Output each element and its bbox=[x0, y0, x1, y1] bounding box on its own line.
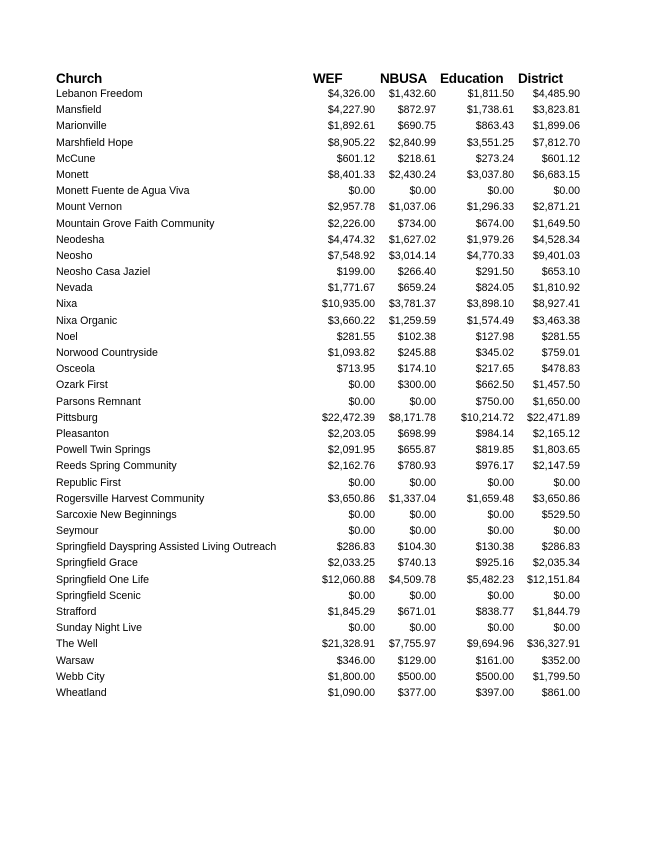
cell-district: $22,471.89 bbox=[526, 411, 580, 424]
table-row bbox=[56, 491, 580, 507]
cell-nbusa: $3,781.37 bbox=[388, 298, 436, 311]
cell-church: Ozark First bbox=[56, 379, 108, 392]
cell-education: $10,214.72 bbox=[460, 411, 514, 424]
header-education: Education bbox=[440, 71, 504, 86]
table-row bbox=[56, 539, 580, 555]
cell-church: Webb City bbox=[56, 670, 105, 683]
table-row bbox=[56, 572, 580, 588]
cell-nbusa: $690.75 bbox=[397, 120, 436, 133]
cell-district: $759.01 bbox=[541, 347, 580, 359]
cell-district: $1,799.50 bbox=[532, 670, 580, 683]
cell-education: $662.50 bbox=[475, 379, 514, 392]
cell-wef: $4,326.00 bbox=[327, 88, 375, 100]
cell-church: Nevada bbox=[56, 282, 93, 295]
cell-nbusa: $780.93 bbox=[397, 460, 436, 473]
cell-wef: $0.00 bbox=[348, 476, 375, 489]
cell-nbusa: $1,432.60 bbox=[388, 88, 436, 100]
table-row bbox=[56, 183, 580, 199]
table-row bbox=[56, 232, 580, 248]
cell-church: Seymour bbox=[56, 525, 99, 538]
cell-wef: $1,090.00 bbox=[327, 686, 375, 699]
cell-education: $674.00 bbox=[475, 217, 514, 230]
table-row bbox=[56, 199, 580, 215]
cell-wef: $281.55 bbox=[336, 330, 375, 343]
cell-wef: $713.95 bbox=[336, 363, 375, 376]
cell-church: Nixa Organic bbox=[56, 314, 118, 327]
cell-church: Springfield Dayspring Assisted Living Outreach bbox=[56, 541, 277, 554]
table-row bbox=[56, 555, 580, 571]
cell-nbusa: $245.88 bbox=[397, 347, 436, 359]
cell-district: $1,650.00 bbox=[532, 395, 580, 408]
cell-nbusa: $659.24 bbox=[397, 282, 436, 295]
cell-wef: $2,091.95 bbox=[327, 444, 375, 457]
cell-district: $1,803.65 bbox=[532, 444, 580, 457]
cell-wef: $0.00 bbox=[348, 589, 375, 602]
cell-district: $3,463.38 bbox=[532, 314, 580, 327]
cell-nbusa: $872.97 bbox=[397, 104, 436, 117]
table-row bbox=[56, 394, 580, 410]
cell-education: $0.00 bbox=[487, 622, 514, 635]
cell-education: $838.77 bbox=[475, 606, 514, 618]
table-row bbox=[56, 135, 580, 151]
cell-church: Pittsburg bbox=[56, 411, 98, 424]
table-row bbox=[56, 426, 580, 442]
cell-nbusa: $0.00 bbox=[409, 185, 436, 198]
cell-wef: $1,093.82 bbox=[327, 347, 375, 359]
cell-district: $281.55 bbox=[541, 330, 580, 343]
cell-nbusa: $174.10 bbox=[397, 363, 436, 376]
cell-wef: $1,771.67 bbox=[327, 282, 375, 295]
cell-wef: $22,472.39 bbox=[321, 411, 375, 424]
cell-district: $2,147.59 bbox=[532, 460, 580, 473]
cell-nbusa: $102.38 bbox=[397, 330, 436, 343]
cell-education: $984.14 bbox=[475, 427, 514, 440]
table-header-row bbox=[56, 60, 580, 86]
table-row bbox=[56, 313, 580, 329]
table-row bbox=[56, 685, 580, 701]
cell-education: $1,979.26 bbox=[466, 233, 514, 246]
cell-district: $6,683.15 bbox=[532, 168, 580, 181]
cell-nbusa: $1,037.06 bbox=[388, 201, 436, 214]
cell-wef: $3,660.22 bbox=[327, 314, 375, 327]
cell-education: $3,898.10 bbox=[466, 298, 514, 311]
cell-church: Marionville bbox=[56, 120, 107, 133]
table-body bbox=[56, 86, 580, 701]
cell-wef: $1,892.61 bbox=[327, 120, 375, 133]
cell-district: $12,151.84 bbox=[526, 573, 580, 586]
cell-nbusa: $104.30 bbox=[397, 541, 436, 554]
cell-nbusa: $266.40 bbox=[397, 266, 436, 279]
cell-district: $601.12 bbox=[541, 152, 580, 165]
cell-district: $478.83 bbox=[541, 363, 580, 376]
cell-wef: $1,800.00 bbox=[327, 670, 375, 683]
cell-wef: $2,162.76 bbox=[327, 460, 375, 473]
cell-nbusa: $218.61 bbox=[397, 152, 436, 165]
cell-education: $1,574.49 bbox=[466, 314, 514, 327]
cell-education: $0.00 bbox=[487, 508, 514, 521]
header-church: Church bbox=[56, 71, 103, 86]
cell-district: $0.00 bbox=[553, 622, 580, 635]
table-row bbox=[56, 620, 580, 636]
cell-wef: $0.00 bbox=[348, 379, 375, 392]
cell-church: Noel bbox=[56, 330, 78, 343]
table-row bbox=[56, 410, 580, 426]
cell-wef: $2,226.00 bbox=[327, 217, 375, 230]
cell-education: $0.00 bbox=[487, 525, 514, 538]
cell-education: $291.50 bbox=[475, 266, 514, 279]
cell-education: $863.43 bbox=[475, 120, 514, 133]
cell-district: $3,823.81 bbox=[532, 104, 580, 117]
table-row bbox=[56, 604, 580, 620]
cell-education: $397.00 bbox=[475, 686, 514, 699]
cell-wef: $1,845.29 bbox=[327, 606, 375, 618]
table-row bbox=[56, 345, 580, 361]
table-row bbox=[56, 442, 580, 458]
cell-church: Sarcoxie New Beginnings bbox=[56, 508, 177, 521]
cell-church: Monett bbox=[56, 168, 89, 181]
cell-education: $0.00 bbox=[487, 476, 514, 489]
table-row bbox=[56, 216, 580, 232]
cell-wef: $2,033.25 bbox=[327, 557, 375, 570]
cell-church: Springfield Scenic bbox=[56, 589, 141, 602]
table-row bbox=[56, 296, 580, 312]
cell-district: $2,035.34 bbox=[532, 557, 580, 570]
table-row bbox=[56, 588, 580, 604]
cell-nbusa: $377.00 bbox=[397, 686, 436, 699]
table-row bbox=[56, 280, 580, 296]
cell-education: $824.05 bbox=[475, 282, 514, 295]
table-row bbox=[56, 151, 580, 167]
cell-nbusa: $3,014.14 bbox=[388, 249, 436, 262]
cell-district: $0.00 bbox=[553, 185, 580, 198]
cell-education: $3,551.25 bbox=[466, 136, 514, 149]
cell-church: Sunday Night Live bbox=[56, 622, 142, 635]
cell-education: $976.17 bbox=[475, 460, 514, 473]
cell-wef: $8,401.33 bbox=[327, 168, 375, 181]
cell-district: $4,485.90 bbox=[532, 88, 580, 100]
cell-nbusa: $0.00 bbox=[409, 525, 436, 538]
cell-wef: $0.00 bbox=[348, 185, 375, 198]
cell-church: Norwood Countryside bbox=[56, 347, 158, 359]
cell-church: Springfield Grace bbox=[56, 557, 138, 570]
cell-church: Warsaw bbox=[56, 654, 94, 667]
table-row bbox=[56, 361, 580, 377]
cell-nbusa: $1,337.04 bbox=[388, 492, 436, 505]
cell-education: $345.02 bbox=[475, 347, 514, 359]
cell-wef: $0.00 bbox=[348, 508, 375, 521]
cell-nbusa: $7,755.97 bbox=[388, 638, 436, 651]
church-contributions-table bbox=[56, 60, 580, 701]
cell-district: $286.83 bbox=[541, 541, 580, 554]
cell-district: $529.50 bbox=[541, 508, 580, 521]
cell-nbusa: $671.01 bbox=[397, 606, 436, 618]
table-row bbox=[56, 475, 580, 491]
cell-district: $0.00 bbox=[553, 476, 580, 489]
cell-education: $3,037.80 bbox=[466, 168, 514, 181]
cell-district: $1,810.92 bbox=[532, 282, 580, 295]
cell-church: Reeds Spring Community bbox=[56, 460, 177, 473]
cell-education: $750.00 bbox=[475, 395, 514, 408]
cell-wef: $4,227.90 bbox=[327, 104, 375, 117]
cell-district: $0.00 bbox=[553, 589, 580, 602]
table-row bbox=[56, 329, 580, 345]
cell-education: $0.00 bbox=[487, 589, 514, 602]
cell-church: Strafford bbox=[56, 606, 97, 618]
table-row bbox=[56, 377, 580, 393]
cell-nbusa: $734.00 bbox=[397, 217, 436, 230]
cell-district: $1,649.50 bbox=[532, 217, 580, 230]
cell-wef: $346.00 bbox=[336, 654, 375, 667]
cell-church: Marshfield Hope bbox=[56, 136, 134, 149]
table-row bbox=[56, 248, 580, 264]
cell-district: $36,327.91 bbox=[526, 638, 580, 651]
cell-education: $130.38 bbox=[475, 541, 514, 554]
table-row bbox=[56, 118, 580, 134]
cell-district: $4,528.34 bbox=[532, 233, 580, 246]
cell-wef: $0.00 bbox=[348, 395, 375, 408]
cell-nbusa: $129.00 bbox=[397, 654, 436, 667]
cell-church: Nixa bbox=[56, 298, 78, 311]
cell-education: $273.24 bbox=[475, 152, 514, 165]
cell-education: $1,738.61 bbox=[466, 104, 514, 117]
cell-wef: $7,548.92 bbox=[327, 249, 375, 262]
cell-education: $4,770.33 bbox=[466, 249, 514, 262]
cell-church: Monett Fuente de Agua Viva bbox=[56, 185, 190, 198]
table-row bbox=[56, 458, 580, 474]
cell-wef: $12,060.88 bbox=[321, 573, 375, 586]
cell-church: McCune bbox=[56, 152, 96, 165]
cell-wef: $2,203.05 bbox=[327, 427, 375, 440]
cell-district: $1,457.50 bbox=[532, 379, 580, 392]
cell-church: Neodesha bbox=[56, 233, 105, 246]
cell-nbusa: $4,509.78 bbox=[388, 573, 436, 586]
cell-church: Wheatland bbox=[56, 686, 107, 699]
cell-wef: $286.83 bbox=[336, 541, 375, 554]
cell-nbusa: $698.99 bbox=[397, 427, 436, 440]
cell-wef: $4,474.32 bbox=[327, 233, 375, 246]
cell-nbusa: $0.00 bbox=[409, 395, 436, 408]
cell-district: $2,165.12 bbox=[532, 427, 580, 440]
cell-nbusa: $0.00 bbox=[409, 508, 436, 521]
cell-district: $1,899.06 bbox=[532, 120, 580, 133]
cell-church: Powell Twin Springs bbox=[56, 444, 151, 457]
table-row bbox=[56, 86, 580, 102]
cell-nbusa: $0.00 bbox=[409, 622, 436, 635]
cell-nbusa: $0.00 bbox=[409, 589, 436, 602]
cell-nbusa: $740.13 bbox=[397, 557, 436, 570]
cell-education: $0.00 bbox=[487, 185, 514, 198]
cell-nbusa: $1,627.02 bbox=[388, 233, 436, 246]
cell-church: Rogersville Harvest Community bbox=[56, 492, 205, 505]
cell-education: $925.16 bbox=[475, 557, 514, 570]
header-wef: WEF bbox=[313, 71, 343, 86]
cell-church: Pleasanton bbox=[56, 427, 110, 440]
cell-education: $217.65 bbox=[475, 363, 514, 376]
cell-district: $1,844.79 bbox=[532, 606, 580, 618]
cell-wef: $10,935.00 bbox=[321, 298, 375, 311]
table-row bbox=[56, 102, 580, 118]
cell-education: $819.85 bbox=[475, 444, 514, 457]
cell-district: $653.10 bbox=[541, 266, 580, 279]
cell-wef: $0.00 bbox=[348, 525, 375, 538]
table-row bbox=[56, 507, 580, 523]
cell-education: $500.00 bbox=[475, 670, 514, 683]
cell-education: $1,296.33 bbox=[466, 201, 514, 214]
cell-wef: $21,328.91 bbox=[321, 638, 375, 651]
cell-church: The Well bbox=[56, 638, 98, 651]
cell-district: $3,650.86 bbox=[532, 492, 580, 505]
cell-church: Mountain Grove Faith Community bbox=[56, 217, 215, 230]
header-nbusa: NBUSA bbox=[380, 71, 428, 86]
cell-church: Mount Vernon bbox=[56, 201, 122, 214]
cell-church: Lebanon Freedom bbox=[56, 88, 143, 100]
cell-church: Parsons Remnant bbox=[56, 395, 141, 408]
cell-church: Springfield One Life bbox=[56, 573, 150, 586]
cell-nbusa: $2,840.99 bbox=[388, 136, 436, 149]
cell-wef: $2,957.78 bbox=[327, 201, 375, 214]
table-row bbox=[56, 167, 580, 183]
cell-district: $352.00 bbox=[541, 654, 580, 667]
cell-church: Neosho bbox=[56, 249, 93, 262]
table-row bbox=[56, 669, 580, 685]
cell-district: $8,927.41 bbox=[532, 298, 580, 311]
cell-nbusa: $300.00 bbox=[397, 379, 436, 392]
cell-district: $9,401.03 bbox=[532, 249, 580, 262]
cell-education: $161.00 bbox=[475, 654, 514, 667]
cell-nbusa: $0.00 bbox=[409, 476, 436, 489]
table-row bbox=[56, 523, 580, 539]
cell-education: $5,482.23 bbox=[466, 573, 514, 586]
cell-district: $2,871.21 bbox=[532, 201, 580, 214]
cell-church: Republic First bbox=[56, 476, 121, 489]
cell-wef: $3,650.86 bbox=[327, 492, 375, 505]
cell-district: $7,812.70 bbox=[532, 136, 580, 149]
cell-wef: $8,905.22 bbox=[327, 136, 375, 149]
cell-nbusa: $2,430.24 bbox=[388, 168, 436, 181]
cell-district: $861.00 bbox=[541, 686, 580, 699]
table-row bbox=[56, 264, 580, 280]
cell-nbusa: $8,171.78 bbox=[388, 411, 436, 424]
cell-education: $1,811.50 bbox=[467, 88, 514, 100]
cell-education: $127.98 bbox=[475, 330, 514, 343]
cell-wef: $0.00 bbox=[348, 622, 375, 635]
cell-nbusa: $1,259.59 bbox=[388, 314, 436, 327]
header-district: District bbox=[518, 71, 563, 86]
table-row bbox=[56, 636, 580, 652]
cell-nbusa: $655.87 bbox=[397, 444, 436, 457]
cell-district: $0.00 bbox=[553, 525, 580, 538]
cell-education: $9,694.96 bbox=[466, 638, 514, 651]
cell-education: $1,659.48 bbox=[466, 492, 514, 505]
cell-church: Mansfield bbox=[56, 104, 102, 117]
cell-church: Osceola bbox=[56, 363, 95, 376]
cell-wef: $601.12 bbox=[336, 152, 375, 165]
table-row bbox=[56, 653, 580, 669]
cell-nbusa: $500.00 bbox=[397, 670, 436, 683]
cell-church: Neosho Casa Jaziel bbox=[56, 266, 151, 279]
cell-wef: $199.00 bbox=[336, 266, 375, 279]
